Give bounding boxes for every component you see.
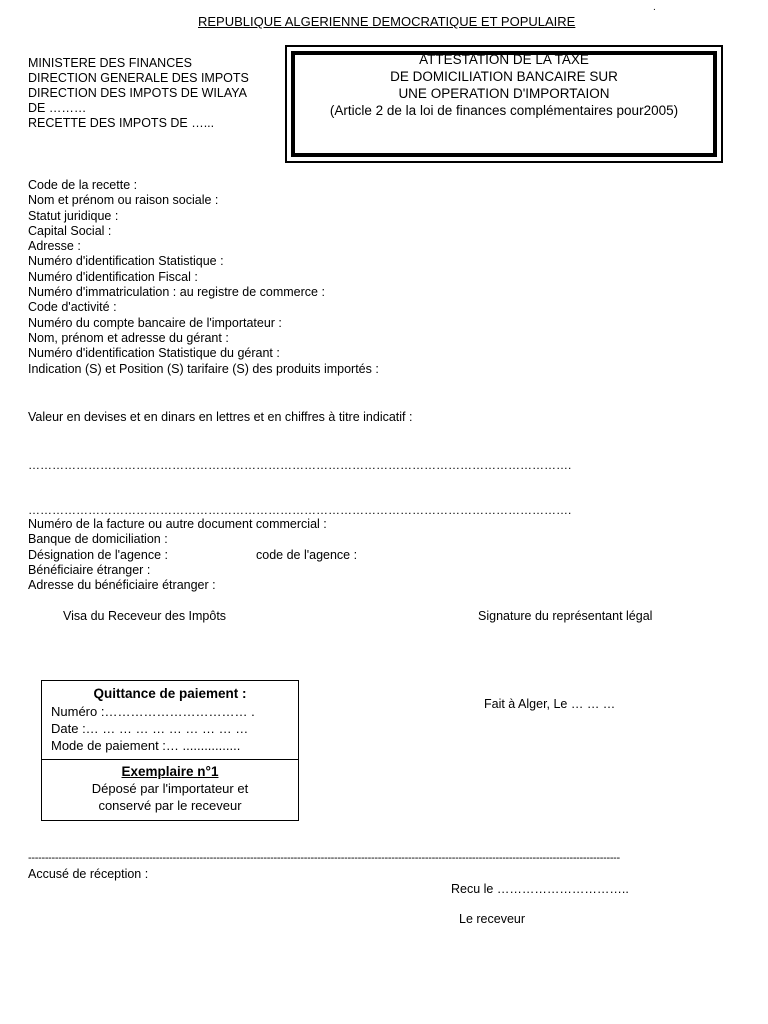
field-code-activite: Code d'activité : [28, 300, 117, 315]
exemplaire-label: Exemplaire n°1 [121, 764, 219, 779]
title-line: DE DOMICILIATION BANCAIRE SUR [390, 69, 618, 84]
agence-row [28, 547, 358, 563]
field-nom-raison-sociale: Nom et prénom ou raison sociale : [28, 193, 219, 208]
dotted-fill-line: ………………………………………………………………………………………………………………………. [28, 458, 572, 472]
stray-mark: . [653, 2, 656, 13]
title-line: (Article 2 de la loi de finances complémentaires pour2005) [329, 103, 679, 118]
field-code-agence: code de l'agence : [256, 547, 358, 562]
receipt-numero: Numéro :…………………………… . [51, 704, 255, 719]
field-capital-social: Capital Social : [28, 223, 112, 238]
depose-line: conservé par le receveur [98, 798, 242, 813]
field-adresse-beneficiaire: Adresse du bénéficiaire étranger : [28, 578, 216, 593]
ministry-line: DIRECTION GENERALE DES IMPOTS [28, 71, 249, 85]
document-title [287, 51, 721, 119]
receipt-date: Date :… … … … … … … … … … [51, 721, 249, 736]
invoice-fields [28, 517, 358, 593]
title-line: UNE OPERATION D'IMPORTAION [398, 86, 610, 101]
importer-fields [28, 178, 379, 377]
republic-heading: REPUBLIQUE ALGERIENNE DEMOCRATIQUE ET POPULAIRE [198, 14, 576, 29]
field-nis-gerant: Numéro d'identification Statistique du gérant : [28, 346, 280, 361]
title-box [285, 45, 723, 163]
field-adresse: Adresse : [28, 239, 81, 254]
field-nif: Numéro d'identification Fiscal : [28, 269, 198, 284]
field-code-recette: Code de la recette : [28, 178, 138, 192]
receipt-mode-paiement: Mode de paiement :… ................ [51, 738, 241, 753]
visa-receveur-label: Visa du Receveur des Impôts [63, 609, 227, 623]
title-line: ATTESTATION DE LA TAXE [419, 52, 589, 67]
field-beneficiaire: Bénéficiaire étranger : [28, 562, 151, 577]
ministry-line: MINISTERE DES FINANCES [28, 56, 192, 70]
field-statut-juridique: Statut juridique : [28, 208, 119, 223]
receipt-title: Quittance de paiement : [93, 686, 247, 701]
field-gerant: Nom, prénom et adresse du gérant : [28, 330, 229, 345]
signature-label: Signature du représentant légal [478, 609, 653, 623]
field-banque-domiciliation: Banque de domiciliation : [28, 532, 168, 547]
le-receveur-label: Le receveur [459, 912, 526, 926]
field-numero-facture: Numéro de la facture ou autre document commercial : [28, 517, 327, 531]
ministry-line: DE ……… [28, 101, 87, 115]
field-compte-bancaire: Numéro du compte bancaire de l'importateur : [28, 315, 282, 330]
field-nis: Numéro d'identification Statistique : [28, 254, 224, 269]
cut-separator: -------------------------------------------------------------------------------------------------------------------------------------------------------------------------------- [28, 852, 620, 864]
ministry-line: DIRECTION DES IMPOTS DE WILAYA [28, 86, 248, 100]
payment-receipt-box [41, 680, 299, 821]
depose-line: Déposé par l'importateur et [91, 781, 249, 796]
field-registre-commerce: Numéro d'immatriculation : au registre de commerce : [28, 285, 325, 300]
recu-le-label: Recu le ………………………….. [451, 882, 629, 896]
receipt-lines [51, 703, 255, 754]
receipt-top-section [42, 681, 298, 760]
ministry-line: RECETTE DES IMPOTS DE …... [28, 116, 215, 130]
fait-a-alger: Fait à Alger, Le … … … [484, 697, 616, 711]
field-position-tarifaire: Indication (S) et Position (S) tarifaire (S) des produits importés : [28, 361, 379, 376]
field-designation-agence: Désignation de l'agence : [28, 547, 168, 562]
dotted-fill-line: ………………………………………………………………………………………………………………………. [28, 503, 572, 517]
field-valeur: Valeur en devises et en dinars en lettres et en chiffres à titre indicatif : [28, 410, 413, 424]
ministry-block [28, 56, 249, 131]
receipt-bottom-section [42, 763, 298, 814]
accuse-reception-label: Accusé de réception : [28, 867, 149, 881]
